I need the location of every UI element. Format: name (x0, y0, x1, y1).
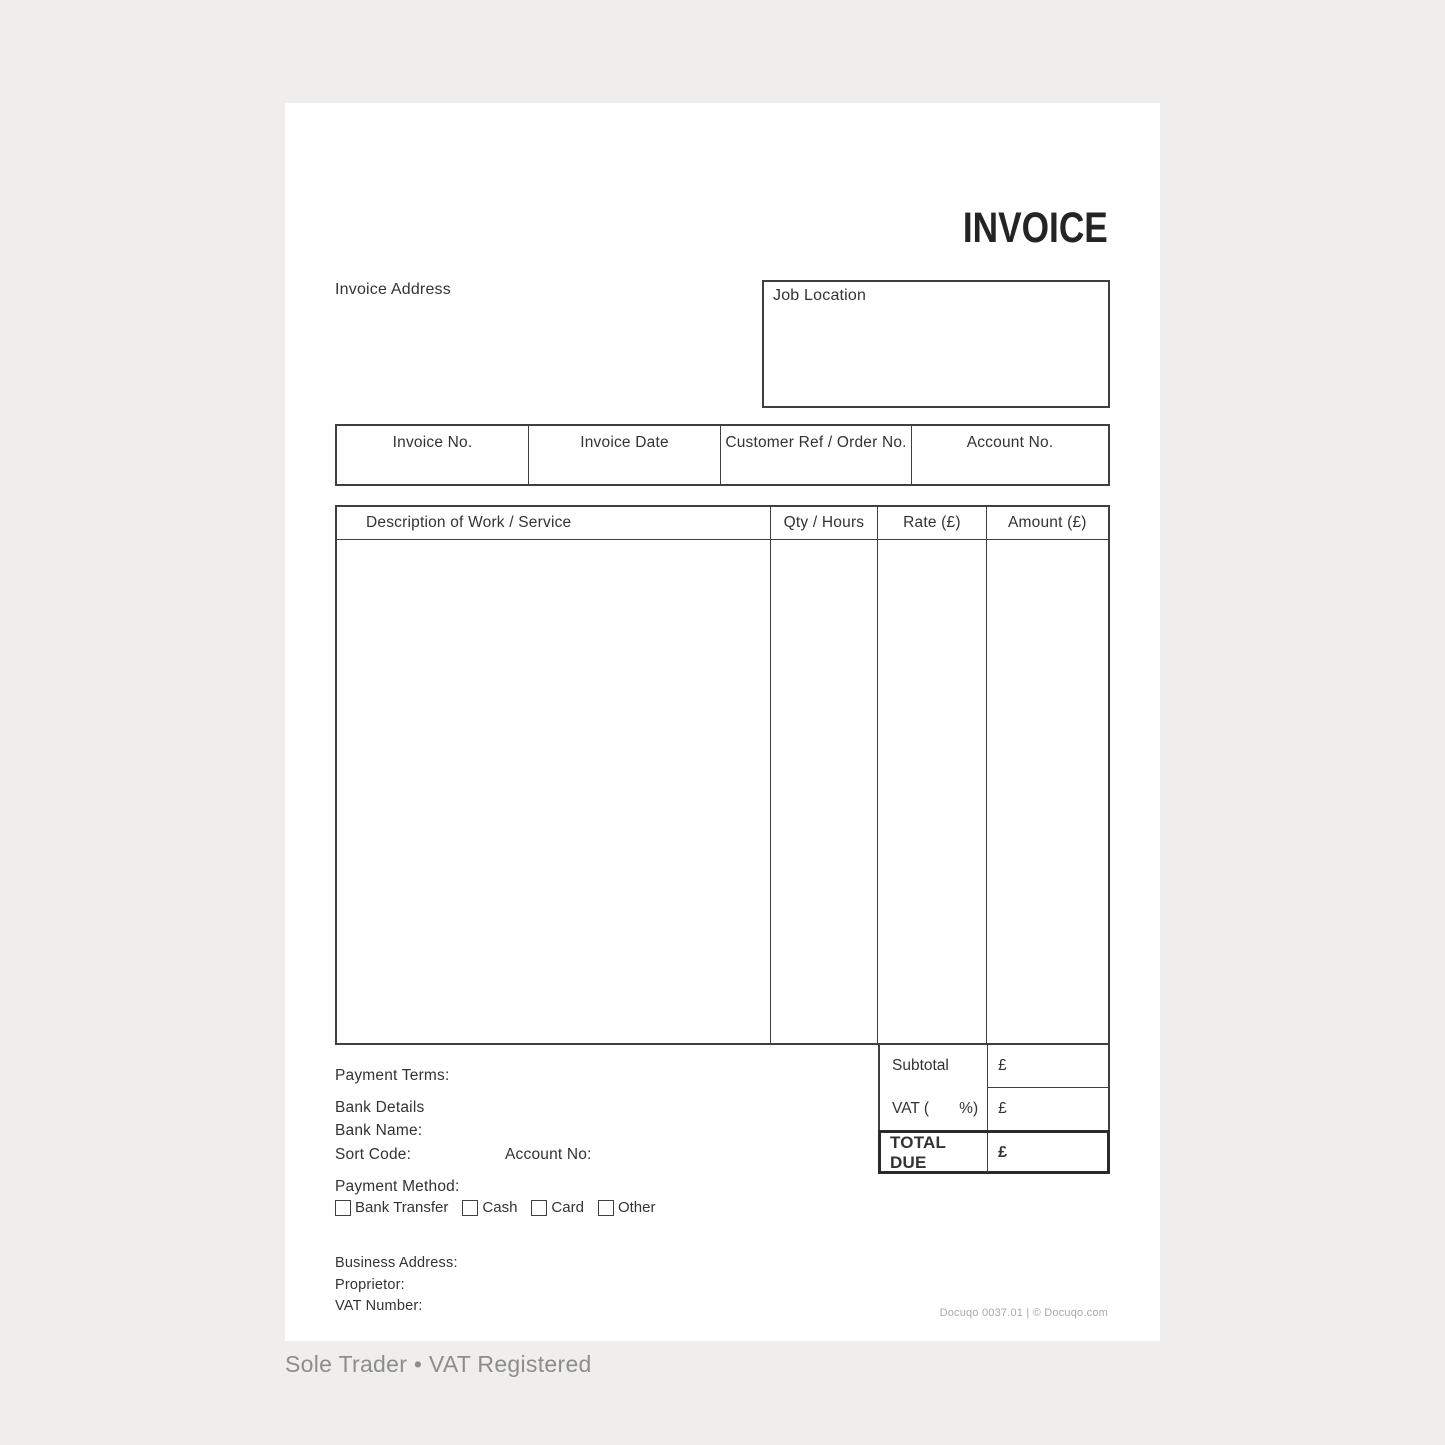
proprietor-label: Proprietor: (335, 1277, 405, 1293)
total-due-label: TOTAL DUE (890, 1133, 946, 1172)
payment-terms-label: Payment Terms: (335, 1067, 450, 1084)
items-table (335, 505, 1110, 1045)
vat-label (880, 1088, 987, 1131)
items-body-qty-hours (770, 540, 877, 1043)
vat-label-prefix: VAT ( (892, 1099, 930, 1117)
total-due-row (878, 1130, 1110, 1174)
vat-number-label: VAT Number: (335, 1298, 423, 1314)
checkbox-other-label: Other (617, 1199, 656, 1216)
col-header-amount: Amount (£) (986, 507, 1108, 540)
subtotal-value-cell (987, 1045, 1108, 1088)
payment-method-label: Payment Method: (335, 1178, 460, 1195)
totals-table (878, 1045, 1110, 1130)
checkbox-cash[interactable] (462, 1200, 478, 1216)
meta-header-account-no: Account No. (911, 426, 1108, 484)
payment-option-card (531, 1200, 584, 1216)
sort-code-label: Sort Code: (335, 1146, 412, 1163)
vat-value-cell (987, 1088, 1108, 1131)
payment-option-bank-transfer (335, 1200, 448, 1216)
checkbox-card[interactable] (531, 1200, 547, 1216)
invoice-page (285, 103, 1160, 1341)
job-location-label: Job Location (773, 287, 867, 304)
meta-header-customer-ref: Customer Ref / Order No. (720, 426, 911, 484)
checkbox-bank-transfer-label: Bank Transfer (355, 1199, 449, 1216)
payment-option-other (598, 1200, 656, 1216)
bank-details-label: Bank Details (335, 1099, 425, 1116)
payment-method-options (335, 1200, 655, 1216)
items-body-description (337, 540, 770, 1043)
account-no-label: Account No: (505, 1146, 592, 1163)
subtotal-currency: £ (998, 1056, 1007, 1074)
page-caption: Sole Trader • VAT Registered (285, 1351, 592, 1377)
invoice-meta-table (335, 424, 1110, 486)
invoice-address-label: Invoice Address (335, 281, 451, 298)
col-header-description: Description of Work / Service (337, 507, 770, 540)
col-header-rate: Rate (£) (877, 507, 985, 540)
payment-option-cash (462, 1200, 517, 1216)
total-due-currency: £ (998, 1144, 1008, 1161)
job-location-box (762, 280, 1110, 408)
subtotal-label: Subtotal (892, 1057, 949, 1075)
checkbox-other[interactable] (598, 1200, 614, 1216)
vat-label-suffix: %) (959, 1099, 979, 1117)
bank-name-label: Bank Name: (335, 1122, 423, 1139)
checkbox-cash-label: Cash (482, 1199, 518, 1216)
col-header-qty-hours: Qty / Hours (770, 507, 877, 540)
checkbox-card-label: Card (551, 1199, 584, 1216)
checkbox-bank-transfer[interactable] (335, 1200, 351, 1216)
items-body-rate (877, 540, 985, 1043)
total-due-value-cell (987, 1133, 1107, 1173)
vat-currency: £ (998, 1099, 1007, 1117)
business-address-label: Business Address: (335, 1255, 458, 1271)
meta-header-invoice-no: Invoice No. (392, 434, 473, 451)
page-title: INVOICE (963, 204, 1108, 252)
footer-credit: Docuqo 0037.01 | © Docuqo.com (939, 1307, 1108, 1319)
items-body-amount (986, 540, 1108, 1043)
meta-header-invoice-date: Invoice Date (528, 426, 720, 484)
